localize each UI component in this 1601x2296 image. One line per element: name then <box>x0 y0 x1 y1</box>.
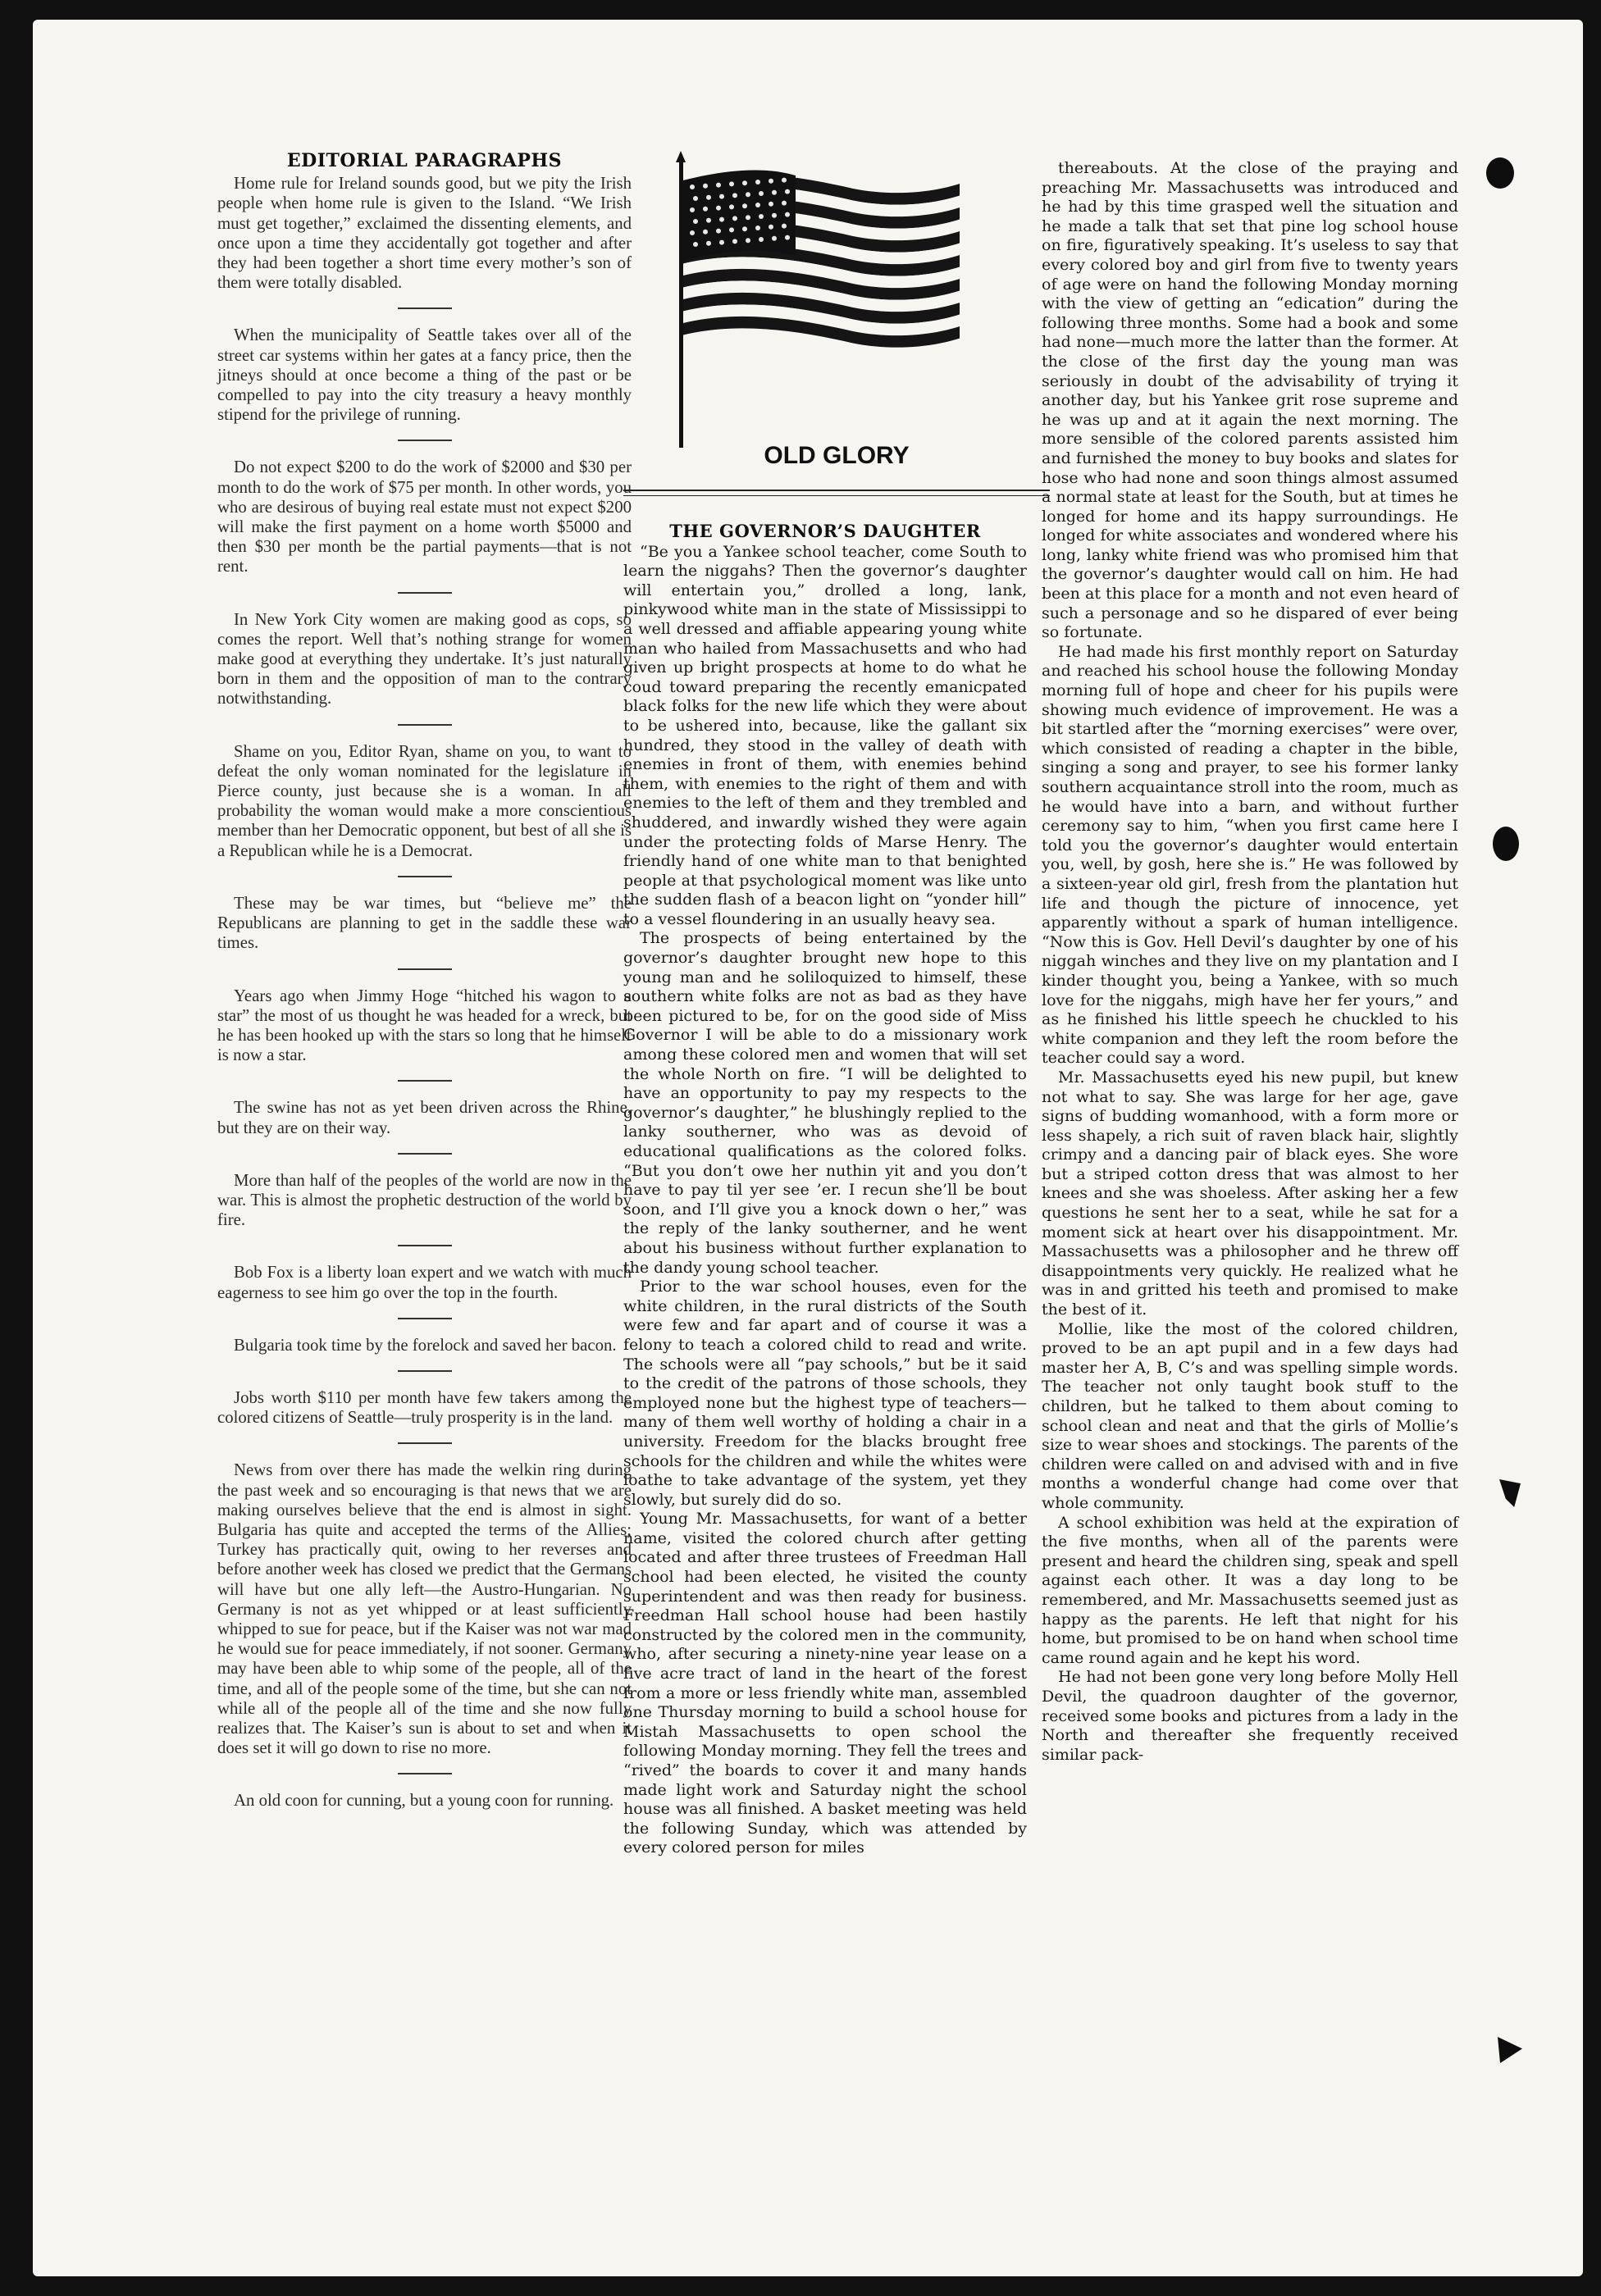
paragraph: Do not expect $200 to do the work of $2000 and $30 per month to do the work of $75 per month. In other words, you who are desirous of buying real estate must not expect $200 will make the first payment on a home worth $5000 and then $30 per month be the partial payments—that is not rent. <box>217 458 632 576</box>
paragraph: Mr. Massachusetts eyed his new pupil, but knew not what to say. She was large for her age, gave signs of budding womanhood, with a form more or less shapely, a rich suit of raven black hair, slightly crimpy and a dancing pair of black eyes. She wore but a striped cotton dress that was almost to her knees and she was shoeless. After asking her a few questions he sent her to a seat, while he sat for a moment sick at heart over his disappointment. Mr. Massachusetts was a philosopher and he threw off disappointments very quickly. He realized what he was in and gritted his teeth and promised to make the best of it. <box>1042 1068 1458 1319</box>
paragraph: A school exhibition was held at the expiration of the five months, when all of the parents were present and heard the children sing, speak and spell against each other. It was a day long to be remembered, and Mr. Massachusetts seemed just as happy as the parents. He left that night for his home, but promised to be on hand when school time came round again and he kept his word. <box>1042 1513 1458 1667</box>
editorial-column <box>217 151 632 1826</box>
section-divider <box>623 490 1050 496</box>
editorial-body <box>217 174 632 1811</box>
paragraph-divider <box>398 1318 452 1319</box>
story-heading: THE GOVERNOR’S DAUGHTER <box>669 521 981 541</box>
paragraph-divider <box>398 440 452 441</box>
binding-hole <box>1498 2037 1522 2063</box>
story-column-three <box>1042 159 1458 1765</box>
story-body-part-two <box>1042 159 1458 1765</box>
paragraph-divider <box>398 1442 452 1444</box>
story-column-two <box>623 522 1027 1858</box>
paragraph-divider <box>398 724 452 726</box>
paragraph: Shame on you, Editor Ryan, shame on you, to want to defeat the only woman nominated for the legislature in Pierce county, just because she is a woman. In all probability the woman would make a more conscientious member than her Democratic opponent, but best of all she is a Republican while he is a Democrat. <box>217 741 632 860</box>
paragraph: He had not been gone very long before Molly Hell Devil, the quadroon daughter of the governor, received some books and pictures from a lady in the North and thereafter she frequently received similar pack- <box>1042 1668 1458 1764</box>
paragraph: An old coon for cunning, but a young coon for running. <box>234 1791 614 1811</box>
paragraph: Bulgaria took time by the forelock and saved her bacon. <box>234 1335 617 1355</box>
newspaper-page <box>33 20 1583 2276</box>
paragraph: The swine has not as yet been driven across the Rhine, but they are on their way. <box>217 1098 632 1137</box>
paragraph: Home rule for Ireland sounds good, but we pity the Irish people when home rule is given to the Island. “We Irish must get together,” exclaimed the dissenting elements, and once upon a time they accidentally got together and after they had been together a short time every mother’s son of them were totally disabled. <box>217 174 632 293</box>
story-body-part-one <box>623 543 1027 1858</box>
paragraph-divider <box>398 1245 452 1246</box>
paragraph: More than half of the peoples of the world are now in the war. This is almost the prophetic destruction of the world by fire. <box>217 1170 632 1230</box>
paragraph-divider <box>398 1153 452 1155</box>
paragraph: Young Mr. Massachusetts, for want of a better name, visited the colored church after getting located and after three trustees of Freedman Hall school had been elected, he visited the county superintendent and was then ready for business. Freedman Hall school house had been hastily constructed by the colored men in the community, who, after securing a ninety-nine year lease on a five acre tract of land in the heart of the forest from a more or less friendly white man, assembled one Thursday morning to build a school house for Mistah Massachusetts to open school the following Monday morning. They fell the trees and “rived” the boards to cover it and many hands made light work and Saturday night the school house was all finished. A basket meeting was held the following Sunday, which was attended by every colored person for miles <box>623 1510 1027 1857</box>
paragraph: Years ago when Jimmy Hoge “hitched his wagon to a star” the most of us thought he was headed for a wreck, but he has been hooked up with the stars so long that he himself is now a star. <box>217 986 632 1065</box>
paragraph: He had made his first monthly report on Saturday and reached his school house the following Monday morning full of hope and cheer for his pupils were showing much evidence of improvement. He was a bit startled after the “morning exercises” were over, which consisted of reading a chapter in the bible, singing a song and prayer, to see his former lanky southern acquaintance stroll into the room, much as he would have into a barn, and without further ceremony say to him, “when you first came here I told you the governor’s daughter would entertain you, well, by gosh, here she is.” He was followed by a sixteen-year old girl, fresh from the plantation hut life and though the picture of innocence, yet apparently without a spark of human intelligence. “Now this is Gov. Hell Devil’s daughter by one of his niggah winches and they live on my plantation and I kinder thought you, being a Yankee, with so much love for the niggahs, migh have her fer yours,” and as he finished his little speech he chuckled to his white companion and they left the room before the teacher could say a word. <box>1042 642 1458 1068</box>
editorial-heading: EDITORIAL PARAGRAPHS <box>286 150 563 171</box>
paragraph: News from over there has made the welkin ring during the past week and so encouraging is that news that we are making ourselves believe that the end is almost in sight. Bulgaria has quite and accepted the terms of the Allies; Turkey has practically quit, owing to her reverses and before another week has closed we predict that the Germans will have but one ally left—the Austro-Hungarian. No Germany is not as yet whipped or at least sufficiently whipped to sue for peace, but if the Kaiser was not war mad he would sue for peace immediately, if not sooner. Germany may have been able to whip some of the people, all of the time, and all of the people some of the time, but she can not while all of the people all of the time and she now fully realizes that. The Kaiser’s sun is about to set and when it does set it will go down to rise no more. <box>217 1460 632 1758</box>
paragraph-divider <box>398 876 452 877</box>
paragraph-divider <box>398 1080 452 1082</box>
paragraph: thereabouts. At the close of the praying and preaching Mr. Massachusetts was introduced and he had by this time grasped well the situation and he made a talk that set that pine log school house on fire, figuratively speaking. It’s useless to say that every colored boy and girl from five to twenty years of age were on hand the following Monday morning with the view of getting an “edication” during the following three months. Some had a book and some had none—much more the latter than the former. At the close of the first day the young man was seriously in doubt of the advisability of trying it another day, but his Yankee grit rose supreme and he was up and at it again the next morning. The more sensible of the colored parents assisted him and furnished the money to buy books and slates for hose who had none and soon things almost assumed a normal state at least for the South, but at times he longed for home and its happy surroundings. He longed for white associates and wondered where his long, lanky white friend was who promised him that the governor’s daughter would call on him. He had been at this place for a month and not even heard of such a personage and so he dispared of ever being so fortunate. <box>1042 159 1458 642</box>
paragraph: In New York City women are making good as cops, so comes the report. Well that’s nothing strange for women make good at everything they undertake. It’s just naturally born in them and the opposition of man to the contrary notwithstanding. <box>217 609 632 708</box>
paragraph: Mollie, like the most of the colored children, proved to be an apt pupil and in a few days had master her A, B, C’s and was spelling simple words. The teacher not only taught book stuff to the children, but he talked to them about coming to school clean and neat and that the girls of Mollie’s size to wear shoes and stockings. The parents of the children were called on and advised with and in five months a wonderful change had come over that whole community. <box>1042 1319 1458 1512</box>
paragraph: The prospects of being entertained by the governor’s daughter brought new hope to this young man and he soliloquized to himself, these southern white folks are not as bad as they have been pictured to be, for on the good side of Miss Governor I will be able to do a missionary work among these colored men and women that will set the whole North on fire. “I will be delighted to have an opportunity to pay my respects to the governor’s daughter,” he blushingly replied to the lanky southerner, who was as devoid of educational qualifications as the colored folks. “But you don’t owe her nuthin yit and you don’t have to pay til yer see ’er. I recun she’ll be bout soon, and I’ll give you a knock down o her,” was the reply of the lanky southerner, and he went about his business without further explanation to the dandy young school teacher. <box>623 929 1027 1277</box>
american-flag-icon <box>673 151 1001 462</box>
flag-caption: OLD GLORY <box>764 442 910 469</box>
paragraph: “Be you a Yankee school teacher, come South to learn the niggahs? Then the governor’s daughter will entertain you,” drolled a long, lank, pinkywood white man in the state of Mississippi to a well dressed and affiable appearing young white man who hailed from Massachusetts and who had given up bright prospects at home to do what he coud toward preparing the recently emanicpated black folks for the new life which they were about to be ushered into, because, like the gallant six hundred, they stood in the valley of death with enemies in front of them, with enemies behind them, with enemies to the right of them and with enemies to the left of them and they trembled and shuddered, and inwardly wished they were again under the protecting folds of Marse Henry. The friendly hand of one white man to that benighted people at that psychological moment was like unto the sudden flash of a beacon light on “yonder hill” to a vessel floundering in an usually heavy sea. <box>623 542 1027 928</box>
paragraph-divider <box>398 968 452 970</box>
paragraph: Jobs worth $110 per month have few takers among the colored citizens of Seattle—truly prosperity is in the land. <box>217 1387 632 1428</box>
binding-hole <box>1493 827 1519 861</box>
paragraph: Prior to the war school houses, even for the white children, in the rural districts of the South were few and far apart and of course it was a felony to teach a colored child to read and write. The schools were all “pay schools,” but be it said to the credit of the patrons of those schools, they employed none but the highest type of teachers—many of them well worthy of holding a chair in a university. Freedom for the blacks brought free schools for the children and while the whites were loathe to take advantage of the system, yet they slowly, but surely did do so. <box>623 1278 1027 1509</box>
paragraph-divider <box>398 1773 452 1774</box>
paragraph: When the municipality of Seattle takes over all of the street car systems within her gates at a fancy price, then the jitneys should at once become a thing of the past or be compelled to pay into the city treasury a heavy monthly stipend for the privilege of running. <box>217 326 632 425</box>
paragraph: Bob Fox is a liberty loan expert and we watch with much eagerness to see him go over the top in the fourth. <box>217 1263 632 1302</box>
paragraph-divider <box>398 592 452 594</box>
binding-hole <box>1499 1479 1521 1507</box>
paragraph: These may be war times, but “believe me” the Republicans are planning to get in the saddle these war times. <box>217 893 632 953</box>
binding-hole <box>1486 157 1514 189</box>
paragraph-divider <box>398 1370 452 1372</box>
paragraph-divider <box>398 308 452 309</box>
